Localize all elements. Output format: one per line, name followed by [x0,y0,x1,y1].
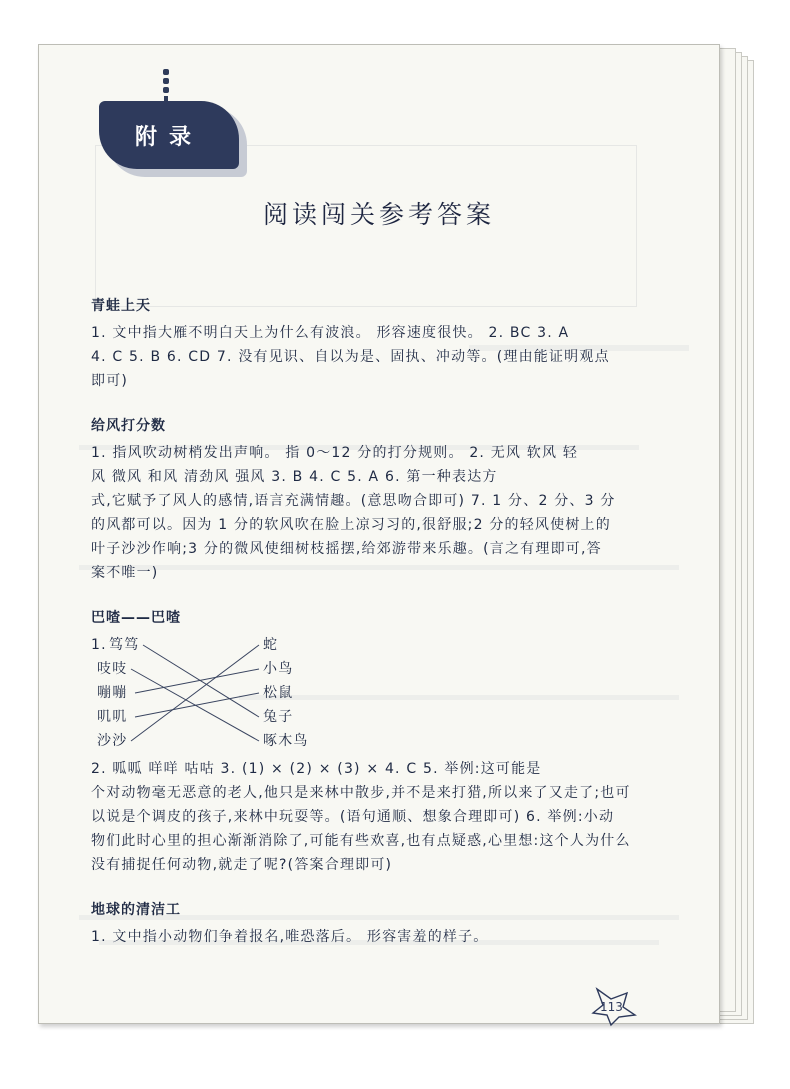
answer-line: 没有捕捉任何动物,就走了呢?(答案合理即可) [91,857,393,873]
section-heading: 地球的清洁工 [91,902,181,918]
section-wind [91,415,681,585]
match-right-item: 小鸟 [263,661,294,677]
answer-line: 2. 呱呱 咩咩 咕咕 3. (1) × (2) × (3) × 4. C 5. 举例:这可能是 [91,761,542,777]
match-right-item: 兔子 [263,709,294,725]
answer-line: 4. C 5. B 6. CD 7. 没有见识、自以为是、固执、冲动等。(理由能证明观点 [91,349,610,365]
answer-line: 物们此时心里的担心渐渐消除了,可能有些欢喜,也有点疑惑,心里想:这个人为什么 [91,833,631,849]
page-title: 阅读闯关参考答案 [262,200,495,229]
match-line [131,645,259,741]
section-heading: 青蛙上天 [91,298,151,314]
match-left-item: 沙沙 [97,733,128,749]
match-left-item: 笃笃 [109,637,140,653]
section-heading: 巴喳——巴喳 [91,610,181,626]
answer-line: 案不唯一) [91,565,159,581]
answer-line: 以说是个调皮的孩子,来林中玩耍等。(语句通顺、想象合理即可) 6. 举例:小动 [91,809,615,825]
answer-line: 的风都可以。因为 1 分的软风吹在脸上凉习习的,很舒服;2 分的轻风使树上的 [91,517,611,533]
match-right-item: 松鼠 [263,685,294,701]
match-prefix: 1. [91,637,107,653]
section-heading: 给风打分数 [91,418,166,434]
appendix-tab: 附录 [99,101,239,169]
answer-line: 个对动物毫无恶意的老人,他只是来林中散步,并不是来打猎,所以来了又走了;也可 [91,785,631,801]
matching-exercise [91,633,681,757]
section-frog [91,295,681,393]
answer-line: 风 微风 和风 清劲风 强风 3. B 4. C 5. A 6. 第一种表达方 [91,469,498,485]
answer-line: 1. 指风吹动树梢发出声响。 指 0～12 分的打分规则。 2. 无风 软风 轻 [91,445,579,461]
match-left-item: 叽叽 [97,709,128,725]
page-number-text: 113 [600,1000,623,1014]
book-page [38,44,720,1024]
section-earth [91,899,681,949]
answer-content [91,295,681,971]
answer-line: 即可) [91,373,129,389]
answer-line: 式,它赋予了风人的感情,语言充满情趣。(意思吻合即可) 7. 1 分、2 分、3 分 [91,493,616,509]
match-right-item: 蛇 [263,637,279,653]
answer-line: 叶子沙沙作响;3 分的微风使细树枝摇摆,给郊游带来乐趣。(言之有理即可,答 [91,541,602,557]
answer-line: 1. 文中指小动物们争着报名,唯恐落后。 形容害羞的样子。 [91,929,489,945]
match-right-item: 啄木鸟 [263,733,309,749]
match-left-item: 嘣嘣 [97,685,128,701]
section-bazha [91,607,681,877]
answer-line: 1. 文中指大雁不明白天上为什么有波浪。 形容速度很快。 2. BC 3. A [91,325,570,341]
match-line [135,669,259,693]
page-number [591,987,637,1027]
match-line [143,645,259,717]
match-left-item: 吱吱 [97,661,128,677]
